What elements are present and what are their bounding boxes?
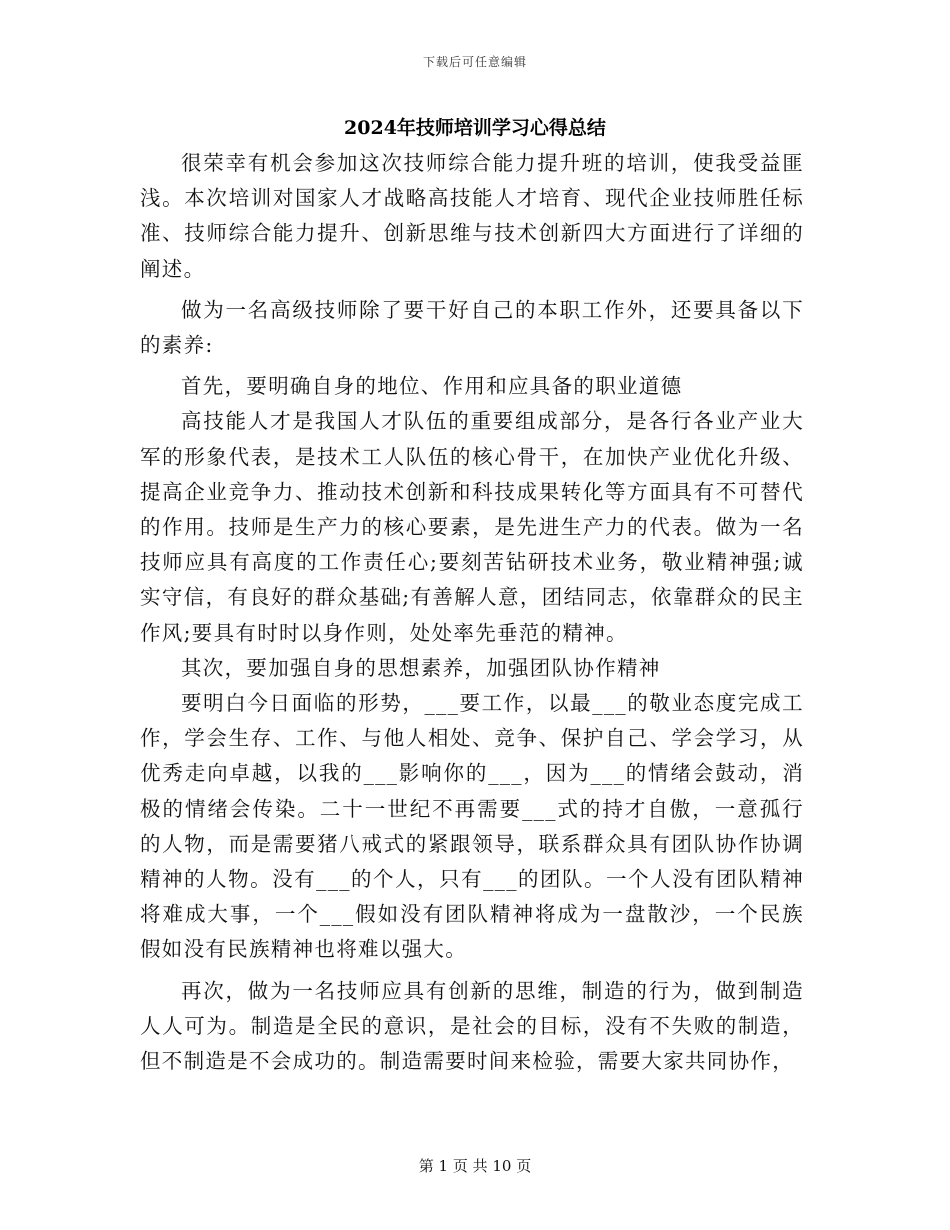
paragraph-heading-second: 其次，要加强自身的思想素养，加强团队协作精神 — [181, 655, 661, 680]
paragraph-third: 再次，做为一名技师应具有创新的思维，制造的行为，做到制造人人可为。制造是全民的意识，是社会的目标，没有不失败的制造，但不制造是不会成功的。制造需要时间来检验，需要大家共同协作， — [140, 978, 804, 1074]
paragraph-intro: 很荣幸有机会参加这次技师综合能力提升班的培训，使我受益匪浅。本次培训对国家人才战略高技能人才培育、现代企业技师胜任标准、技师综合能力提升、创新思维与技术创新四大方面进行了详细的阐述。 — [140, 151, 804, 281]
page-footer: 第 1 页 共 10 页 — [418, 1157, 532, 1175]
header-note: 下载后可任意编辑 — [422, 55, 527, 69]
paragraph-first-body: 高技能人才是我国人才队伍的重要组成部分，是各行各业产业大军的形象代表，是技术工人队伍的核心骨干，在加快产业优化升级、提高企业竞争力、推动技术创新和科技成果转化等方面具有不可替代的作用。技师是生产力的核心要素，是先进生产力的代表。做为一名技师应具有高度的工作责任心;要刻苦钻研技术业务，敬业精神强;诚实守信，有良好的群众基础;有善解人意，团结同志，依靠群众的民主作风;要具有时时以身作则，处处率先垂范的精神。 — [140, 409, 804, 645]
document-title: 2024年技师培训学习心得总结 — [344, 117, 606, 139]
paragraph-heading-first: 首先，要明确自身的地位、作用和应具备的职业道德 — [181, 374, 683, 399]
paragraph-qualities: 做为一名高级技师除了要干好自己的本职工作外，还要具备以下的素养: — [140, 297, 804, 358]
paragraph-second-body: 要明白今日面临的形势，___要工作，以最___的敬业态度完成工作，学会生存、工作、与他人相处、竞争、保护自己、学会学习，从优秀走向卓越，以我的___影响你的___，因为___的情绪会鼓动，消极的情绪会传染。二十一世纪不再需要___式的持才自傲，一意孤行的人物，而是需要猪八戒式的紧跟领导，联系群众具有团队协作协调精神的人物。没有___的个人，只有___的团队。一个人没有团队精神将难成大事，一个___假如没有团队精神将成为一盘散沙，一个民族假如没有民族精神也将难以强大。 — [140, 691, 804, 962]
document-body — [140, 146, 804, 1079]
